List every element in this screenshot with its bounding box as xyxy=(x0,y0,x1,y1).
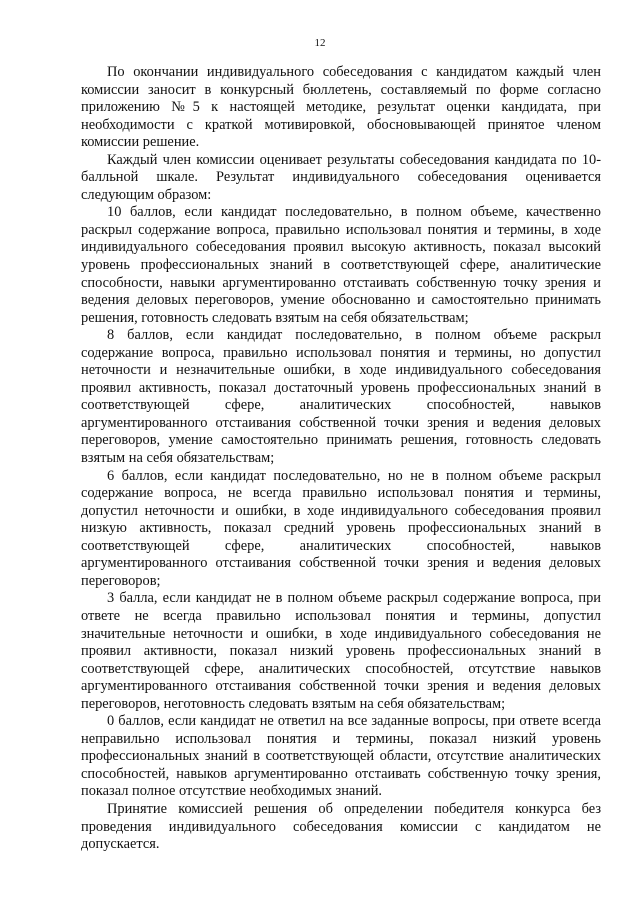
paragraph-score-8: 8 баллов, если кандидат последовательно, в полном объеме раскрыл содержание вопроса, правильно использовал понятия и термины, но допустил неточности и незначительные ошибки, в ходе индивидуального собеседования проявил активность, показал достаточный уровень профессиональных знаний в соответствующей сфере, аналитических способностей, навыков аргументированного отстаивания собственной точки зрения и ведения деловых переговоров, умение самостоятельно принимать решения, готовность следовать взятым на себя обязательствам; xyxy=(81,327,601,467)
paragraph-scoring-scale: Каждый член комиссии оценивает результаты собеседования кандидата по 10-балльной шкале. Результат индивидуального собеседования оценивается следующим образом: xyxy=(81,151,601,203)
paragraph-score-6: 6 баллов, если кандидат последовательно, но не в полном объеме раскрыл содержание вопроса, не всегда правильно использовал понятия и термины, допустил неточности и ошибки, в ходе индивидуального собеседования проявил низкую активность, показал средний уровень профессиональных знаний в соответствующей сфере, аналитических способностей, навыков аргументированного отстаивания собственной точки зрения и ведения деловых переговоров; xyxy=(81,467,601,589)
paragraph-interview-completion: По окончании индивидуального собеседования с кандидатом каждый член комиссии заносит в конкурсный бюллетень, составляемый по форме согласно приложению №5 к настоящей методике, результат оценки кандидата, при необходимости с краткой мотивировкой, обосновывающей принятое членом комиссии решение. xyxy=(81,64,601,151)
document-body xyxy=(81,64,601,854)
paragraph-decision-without-interview: Принятие комиссией решения об определении победителя конкурса без проведения индивидуального собеседования комиссии с кандидатом не допускается. xyxy=(81,800,601,853)
paragraph-score-3: 3 балла, если кандидат не в полном объеме раскрыл содержание вопроса, при ответе не всегда правильно использовал понятия и термины, допустил значительные неточности и ошибки, в ходе индивидуального собеседования не проявил активности, показал низкий уровень профессиональных знаний в соответствующей сфере, аналитических способностей, отсутствие навыков аргументированного отстаивания собственной точки зрения и ведения деловых переговоров, неготовность следовать взятым на себя обязательствам; xyxy=(81,590,601,712)
paragraph-score-0: 0 баллов, если кандидат не ответил на все заданные вопросы, при ответе всегда неправильно использовал понятия и термины, показал низкий уровень профессиональных знаний в соответствующей области, отсутствие аналитических способностей, навыков аргументированно отстаивать собственную точку зрения, показал полное отсутствие необходимых знаний. xyxy=(81,713,601,800)
page-number: 12 xyxy=(314,37,326,49)
paragraph-score-10: 10 баллов, если кандидат последовательно, в полном объеме, качественно раскрыл содержание вопроса, правильно использовал понятия и термины, в ходе индивидуального собеседования проявил высокую активность, показал высокий уровень профессиональных знаний в соответствующей сфере, аналитические способности, навыки аргументированно отстаивать собственную точку зрения и ведения деловых переговоров, умение обоснованно и самостоятельно принимать решения, готовность следовать взятым на себя обязательствам; xyxy=(81,204,601,326)
